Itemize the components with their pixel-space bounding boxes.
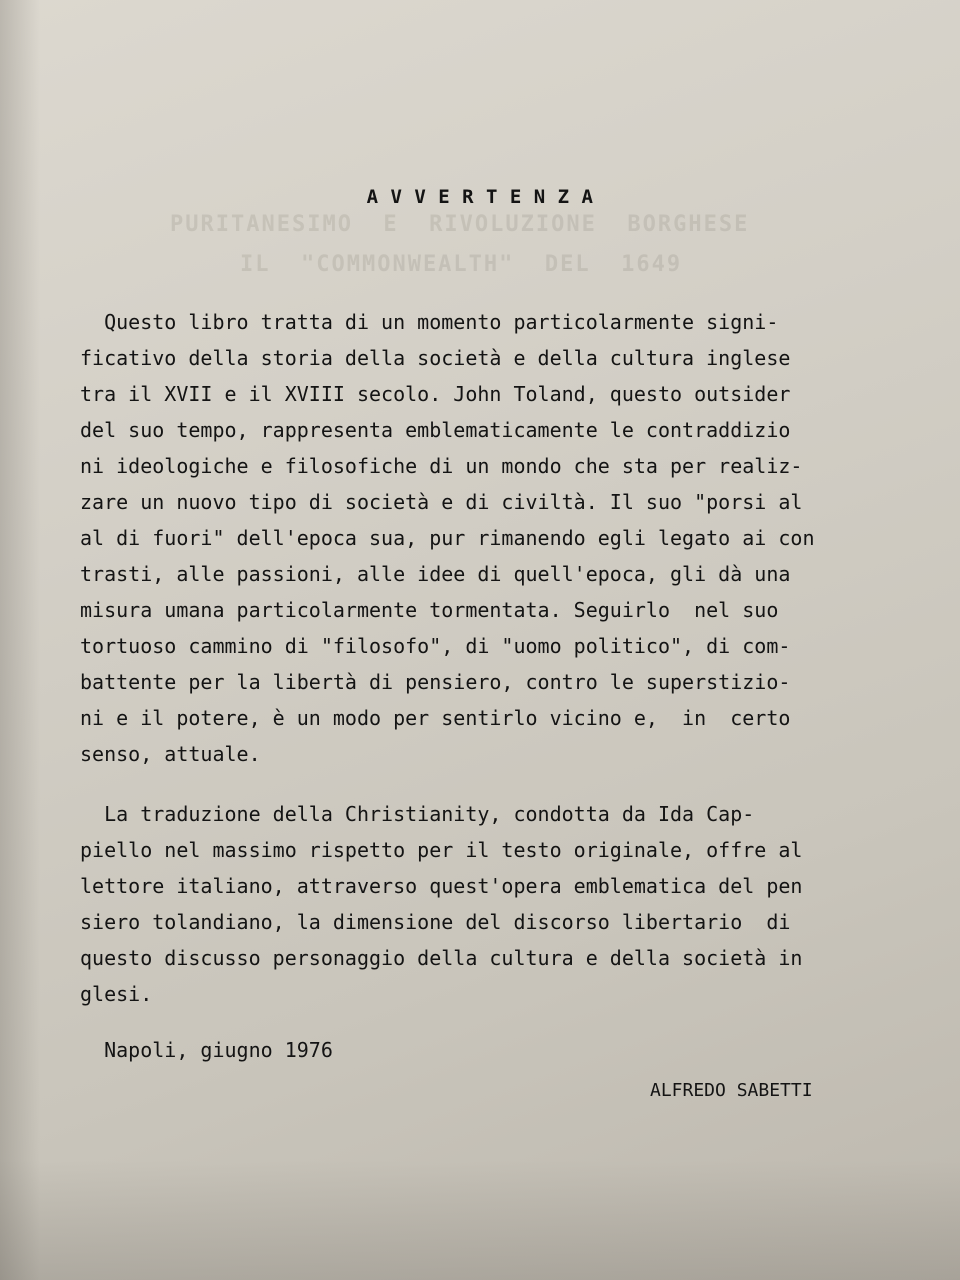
document-title: A V V E R T E N Z A [366, 186, 594, 208]
text-line: La traduzione della Christianity, condotta da Ida Cap- [80, 802, 755, 826]
text-line: al di fuori" dell'epoca sua, pur rimanendo egli legato ai con [80, 526, 815, 550]
text-line: ni e il potere, è un modo per sentirlo vicino e, in certo [80, 706, 791, 730]
text-line: glesi. [80, 982, 153, 1006]
place-date: Napoli, giugno 1976 [80, 1038, 333, 1062]
text-line: tortuoso cammino di "filosofo", di "uomo politico", di com- [80, 634, 791, 658]
text-line: del suo tempo, rappresenta emblematicamente le contraddizio [80, 418, 791, 442]
text-line: lettore italiano, attraverso quest'opera emblematica del pen [80, 874, 803, 898]
text-line: senso, attuale. [80, 742, 261, 766]
bleed-through-line: PURITANESIMO E RIVOLUZIONE BORGHESE [170, 212, 750, 237]
text-line: Questo libro tratta di un momento particolarmente signi- [80, 310, 779, 334]
text-line: ni ideologiche e filosofiche di un mondo che sta per realiz- [80, 454, 803, 478]
text-line: questo discusso personaggio della cultura e della società in [80, 946, 803, 970]
text-line: zare un nuovo tipo di società e di civiltà. Il suo "porsi al [80, 490, 803, 514]
text-line: tra il XVII e il XVIII secolo. John Toland, questo outsider [80, 382, 791, 406]
text-line: battente per la libertà di pensiero, contro le superstizio- [80, 670, 791, 694]
text-line: ficativo della storia della società e della cultura inglese [80, 346, 791, 370]
text-line: siero tolandiano, la dimensione del discorso libertario di [80, 910, 791, 934]
text-line: trasti, alle passioni, alle idee di quell'epoca, gli dà una [80, 562, 791, 586]
text-line: piello nel massimo rispetto per il testo originale, offre al [80, 838, 803, 862]
bleed-through-line: IL "COMMONWEALTH" DEL 1649 [240, 252, 683, 277]
text-line: misura umana particolarmente tormentata. Seguirlo nel suo [80, 598, 779, 622]
page-shadow-bottom [0, 1160, 960, 1280]
author-signature: ALFREDO SABETTI [650, 1080, 813, 1101]
